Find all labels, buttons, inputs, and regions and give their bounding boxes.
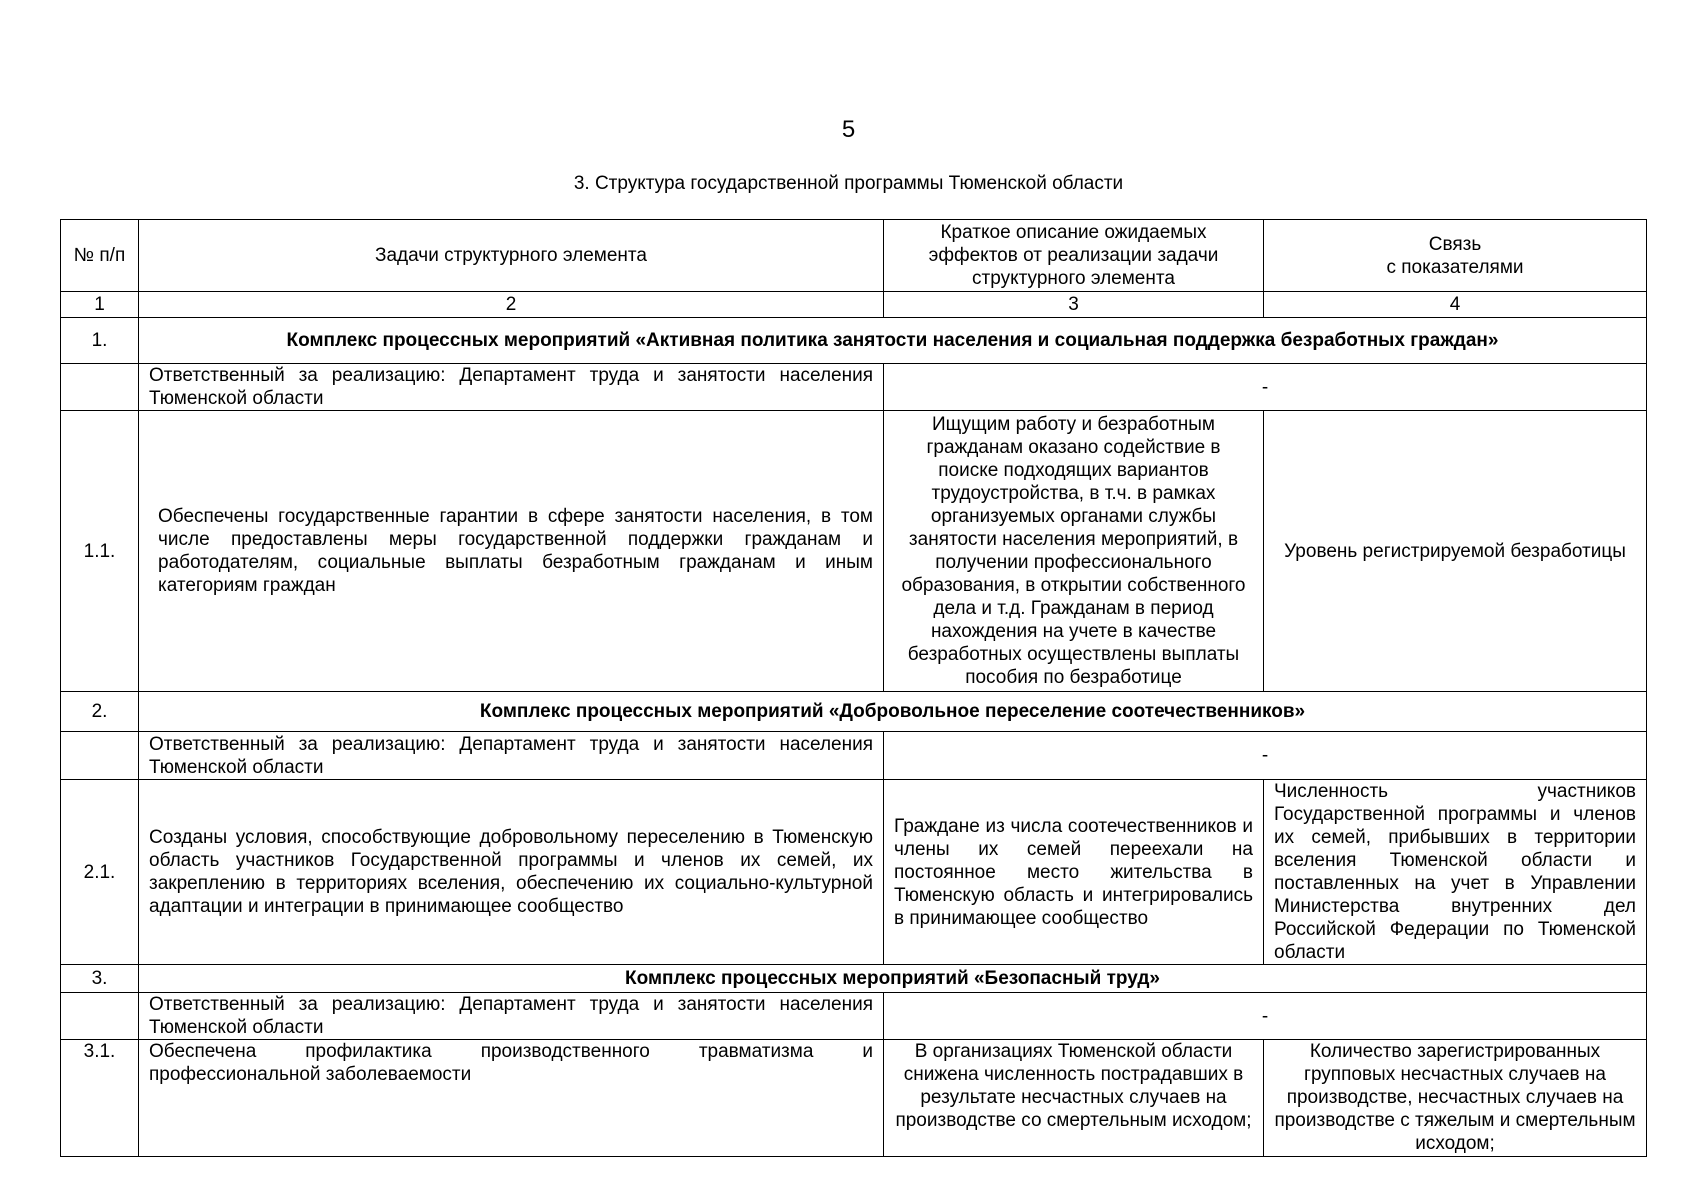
task-text: Обеспечены государственные гарантии в сфере занятости населения, в том числе предоставлены меры государственной поддержки гражданам и работодателям, социальные выплаты безработным гражданам и иным категориям граждан xyxy=(139,411,884,692)
section-row xyxy=(61,318,1647,364)
column-number: 4 xyxy=(1264,292,1647,318)
responsible-text: Ответственный за реализацию: Департамент труда и занятости населения Тюменской области xyxy=(139,993,884,1040)
responsible-row xyxy=(61,993,1647,1040)
empty-cell xyxy=(61,993,139,1040)
task-indicator: Количество зарегистрированных групповых несчастных случаев на производстве, несчастных случаев на производстве с тяжелым и смертельным исходом; xyxy=(1264,1040,1647,1157)
section-row xyxy=(61,692,1647,732)
task-effect: Ищущим работу и безработным гражданам оказано содействие в поиске подходящих вариантов трудоустройства, в т.ч. в рамках организуемых органами службы занятости населения мероприятий, в получении профессионального образования, в открытии собственного дела и т.д. Гражданам в период нахождения на учете в качестве безработных осуществлены выплаты пособия по безработице xyxy=(884,411,1264,692)
task-text: Обеспечена профилактика производственного травматизма и профессиональной заболеваемости xyxy=(139,1040,884,1157)
section-number: 1. xyxy=(61,318,139,364)
section-title: Комплекс процессных мероприятий «Добровольное переселение соотечественников» xyxy=(139,692,1647,732)
responsible-dash: - xyxy=(884,993,1647,1040)
column-number-row xyxy=(61,292,1647,318)
header-link: Связь с показателями xyxy=(1264,220,1647,292)
task-indicator: Численность участников Государственной программы и членов их семей, прибывших в территории вселения Тюменской области и поставленных на учет в Управлении Министерства внутренних дел Российской Федерации по Тюменской области xyxy=(1264,780,1647,965)
task-effect: В организациях Тюменской области снижена численность пострадавших в результате несчастных случаев на производстве со смертельным исходом; xyxy=(884,1040,1264,1157)
section-number: 3. xyxy=(61,965,139,993)
task-row xyxy=(61,411,1647,692)
task-number: 1.1. xyxy=(61,411,139,692)
responsible-dash: - xyxy=(884,364,1647,411)
responsible-text: Ответственный за реализацию: Департамент труда и занятости населения Тюменской области xyxy=(139,364,884,411)
task-text: Созданы условия, способствующие добровольному переселению в Тюменскую область участников Государственной программы и членов их семей, их закреплению в территориях вселения, обеспечению их социально-культурной адаптации и интеграции в принимающее сообщество xyxy=(139,780,884,965)
responsible-dash: - xyxy=(884,732,1647,780)
section-number: 2. xyxy=(61,692,139,732)
task-number: 3.1. xyxy=(61,1040,139,1157)
task-effect: Граждане из числа соотечественников и члены их семей переехали на постоянное место жительства в Тюменскую область и интегрировались в принимающее сообщество xyxy=(884,780,1264,965)
document-title: 3. Структура государственной программы Тюменской области xyxy=(573,173,1124,194)
header-tasks: Задачи структурного элемента xyxy=(139,220,884,292)
page-number: 5 xyxy=(841,116,856,143)
responsible-row xyxy=(61,364,1647,411)
responsible-text: Ответственный за реализацию: Департамент труда и занятости населения Тюменской области xyxy=(139,732,884,780)
table-header-row xyxy=(61,220,1647,292)
task-row xyxy=(61,1040,1647,1157)
task-number: 2.1. xyxy=(61,780,139,965)
section-title: Комплекс процессных мероприятий «Активная политика занятости населения и социальная поддержка безработных граждан» xyxy=(139,318,1647,364)
column-number: 3 xyxy=(884,292,1264,318)
section-row xyxy=(61,965,1647,993)
column-number: 1 xyxy=(61,292,139,318)
task-row xyxy=(61,780,1647,965)
task-indicator: Уровень регистрируемой безработицы xyxy=(1264,411,1647,692)
header-num: № п/п xyxy=(61,220,139,292)
header-effects: Краткое описание ожидаемых эффектов от реализации задачи структурного элемента xyxy=(884,220,1264,292)
column-number: 2 xyxy=(139,292,884,318)
structure-table xyxy=(60,219,1647,1157)
empty-cell xyxy=(61,732,139,780)
section-title: Комплекс процессных мероприятий «Безопасный труд» xyxy=(139,965,1647,993)
empty-cell xyxy=(61,364,139,411)
responsible-row xyxy=(61,732,1647,780)
